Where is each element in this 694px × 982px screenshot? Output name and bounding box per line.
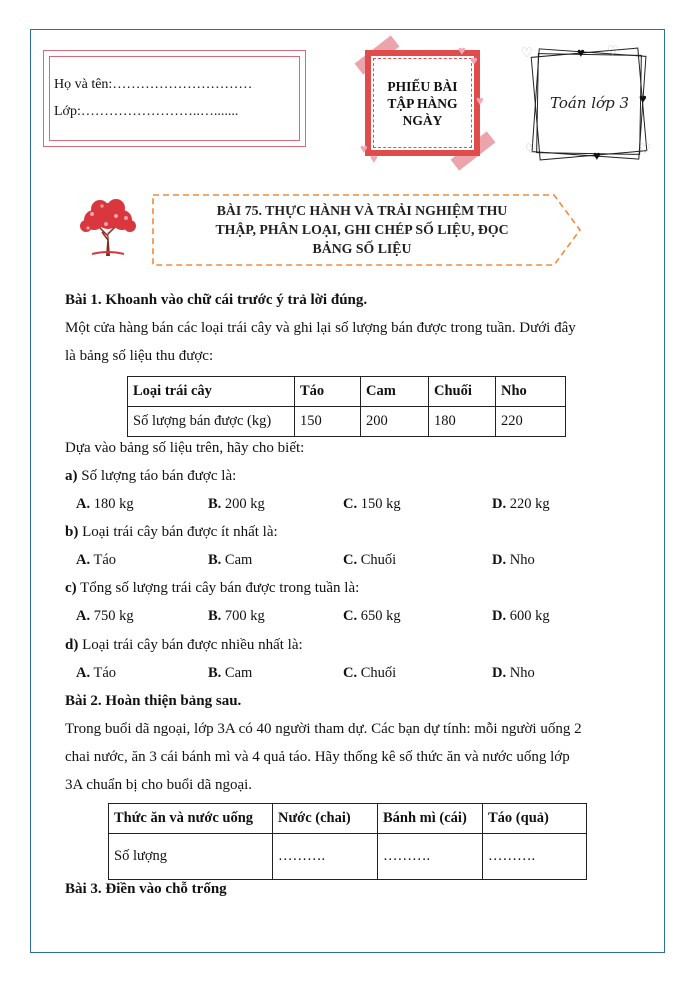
lesson-title-line: BÀI 75. THỰC HÀNH VÀ TRẢI NGHIỆM THU [216, 203, 508, 218]
option-c[interactable] [343, 496, 401, 513]
heart-icon: ♡ [607, 43, 619, 58]
option-text: Chuối [360, 552, 397, 568]
option-text: 200 kg [224, 496, 265, 512]
student-name-field[interactable]: Họ và tên:………………………… [54, 77, 253, 92]
option-letter: C. [343, 665, 358, 681]
option-c[interactable] [343, 665, 396, 682]
worksheet-type-title [372, 78, 473, 129]
heart-icon: ♡ [639, 141, 651, 156]
option-letter: C. [343, 608, 358, 624]
exercise3-heading: Bài 3. Điền vào chỗ trống [65, 881, 227, 897]
table-header-row [128, 377, 566, 407]
option-a[interactable] [76, 665, 116, 682]
ticket-line: NGÀY [402, 113, 443, 128]
answer-blank-cell[interactable]: ………. [273, 834, 378, 880]
option-letter: B. [208, 665, 222, 681]
table-cell: 180 [429, 407, 496, 437]
option-letter: C. [343, 552, 358, 568]
table-header-cell: Chuối [429, 377, 496, 407]
question-text: Loại trái cây bán được ít nhất là: [82, 524, 278, 540]
option-a[interactable] [76, 552, 116, 569]
option-text: 650 kg [360, 608, 401, 624]
option-letter: B. [208, 552, 222, 568]
option-letter: A. [76, 665, 91, 681]
heart-icon: ♥ [639, 91, 647, 106]
heart-icon: ♥ [593, 148, 601, 163]
option-text: 220 kg [509, 496, 550, 512]
heart-icon: ♥ [577, 45, 585, 60]
option-b[interactable] [208, 552, 252, 569]
table-cell: 150 [295, 407, 361, 437]
heart-icon: ♥ [370, 151, 378, 166]
question-a [65, 468, 236, 485]
table-header-cell: Loại trái cây [128, 377, 295, 407]
option-c[interactable] [343, 608, 401, 625]
lesson-title-line: BẢNG SỐ LIỆU [312, 241, 412, 256]
exercise1-prompt: Dựa vào bảng số liệu trên, hãy cho biết: [65, 440, 305, 456]
option-b[interactable] [208, 665, 252, 682]
option-text: Cam [224, 552, 253, 568]
heart-icon: ♥ [360, 141, 368, 156]
question-label: d) [65, 637, 79, 653]
question-label: a) [65, 468, 78, 484]
option-text: 750 kg [93, 608, 134, 624]
option-letter: A. [76, 496, 91, 512]
lesson-title [176, 201, 548, 258]
option-letter: B. [208, 608, 222, 624]
heart-icon: ♥ [470, 53, 478, 68]
question-text: Số lượng táo bán được là: [81, 468, 237, 484]
exercise1-intro: là bảng số liệu thu được: [65, 348, 214, 364]
option-a[interactable] [76, 608, 134, 625]
fruit-sales-table [127, 376, 566, 437]
option-text: 150 kg [360, 496, 401, 512]
option-d[interactable] [492, 496, 550, 513]
option-d[interactable] [492, 552, 535, 569]
option-b[interactable] [208, 608, 265, 625]
ticket-line: TẬP HÀNG [387, 96, 458, 111]
table-cell: 200 [361, 407, 429, 437]
table-cell: Số lượng [109, 834, 273, 880]
subject-frame [521, 43, 652, 163]
worksheet-ticket [358, 44, 486, 164]
table-header-row [109, 804, 587, 834]
question-text: Loại trái cây bán được nhiều nhất là: [82, 637, 303, 653]
answer-blank-cell[interactable]: ………. [483, 834, 587, 880]
option-letter: A. [76, 552, 91, 568]
heart-icon: ♡ [525, 141, 537, 156]
question-d [65, 637, 303, 654]
option-letter: A. [76, 608, 91, 624]
answer-blank-cell[interactable]: ………. [378, 834, 483, 880]
option-letter: D. [492, 552, 507, 568]
option-a[interactable] [76, 496, 134, 513]
table-header-cell: Thức ăn và nước uống [109, 804, 273, 834]
table-header-cell: Bánh mì (cái) [378, 804, 483, 834]
student-class-field[interactable]: Lớp:……………………..…....... [54, 104, 239, 119]
table-row [128, 407, 566, 437]
heart-icon: ♥ [476, 93, 484, 108]
exercise2-intro: chai nước, ăn 3 cái bánh mì và 4 quả táo. Hãy thống kê số thức ăn và nước uống lớp [65, 749, 570, 765]
picnic-supplies-table [108, 803, 587, 880]
option-b[interactable] [208, 496, 265, 513]
option-text: 180 kg [93, 496, 134, 512]
option-text: 600 kg [509, 608, 550, 624]
option-letter: B. [208, 496, 222, 512]
option-text: 700 kg [224, 608, 265, 624]
table-cell: Số lượng bán được (kg) [128, 407, 295, 437]
table-cell: 220 [496, 407, 566, 437]
table-header-cell: Táo [295, 377, 361, 407]
option-letter: D. [492, 496, 507, 512]
option-c[interactable] [343, 552, 396, 569]
option-text: Nho [509, 552, 535, 568]
heart-tree-icon [72, 196, 144, 258]
student-info-box [43, 50, 306, 147]
option-text: Chuối [360, 665, 397, 681]
ticket-line: PHIẾU BÀI [387, 79, 458, 94]
option-text: Táo [93, 665, 117, 681]
option-letter: D. [492, 608, 507, 624]
question-b [65, 524, 278, 541]
question-text: Tổng số lượng trái cây bán được trong tuần là: [80, 580, 360, 596]
heart-icon: ♡ [521, 45, 533, 60]
question-c [65, 580, 359, 597]
option-text: Táo [93, 552, 117, 568]
option-letter: D. [492, 665, 507, 681]
table-header-cell: Táo (quả) [483, 804, 587, 834]
lesson-title-line: THẬP, PHÂN LOẠI, GHI CHÉP SỐ LIỆU, ĐỌC [215, 222, 509, 237]
table-header-cell: Cam [361, 377, 429, 407]
option-text: Nho [509, 665, 535, 681]
option-d[interactable] [492, 608, 550, 625]
option-letter: C. [343, 496, 358, 512]
table-header-cell: Nước (chai) [273, 804, 378, 834]
table-row [109, 834, 587, 880]
question-label: b) [65, 524, 79, 540]
question-label: c) [65, 580, 77, 596]
subject-label: Toán lớp 3 [550, 94, 629, 112]
option-d[interactable] [492, 665, 535, 682]
exercise1-intro: Một cửa hàng bán các loại trái cây và ghi lại số lượng bán được trong tuần. Dưới đây [65, 320, 576, 336]
exercise1-heading: Bài 1. Khoanh vào chữ cái trước ý trả lời đúng. [65, 292, 368, 308]
table-header-cell: Nho [496, 377, 566, 407]
exercise2-intro: Trong buổi dã ngoại, lớp 3A có 40 người tham dự. Các bạn dự tính: mỗi người uống 2 [65, 721, 582, 737]
exercise2-intro: 3A chuẩn bị cho buổi dã ngoại. [65, 777, 253, 793]
exercise2-heading: Bài 2. Hoàn thiện bảng sau. [65, 693, 242, 709]
option-text: Cam [224, 665, 253, 681]
heart-icon: ♥ [458, 43, 466, 58]
